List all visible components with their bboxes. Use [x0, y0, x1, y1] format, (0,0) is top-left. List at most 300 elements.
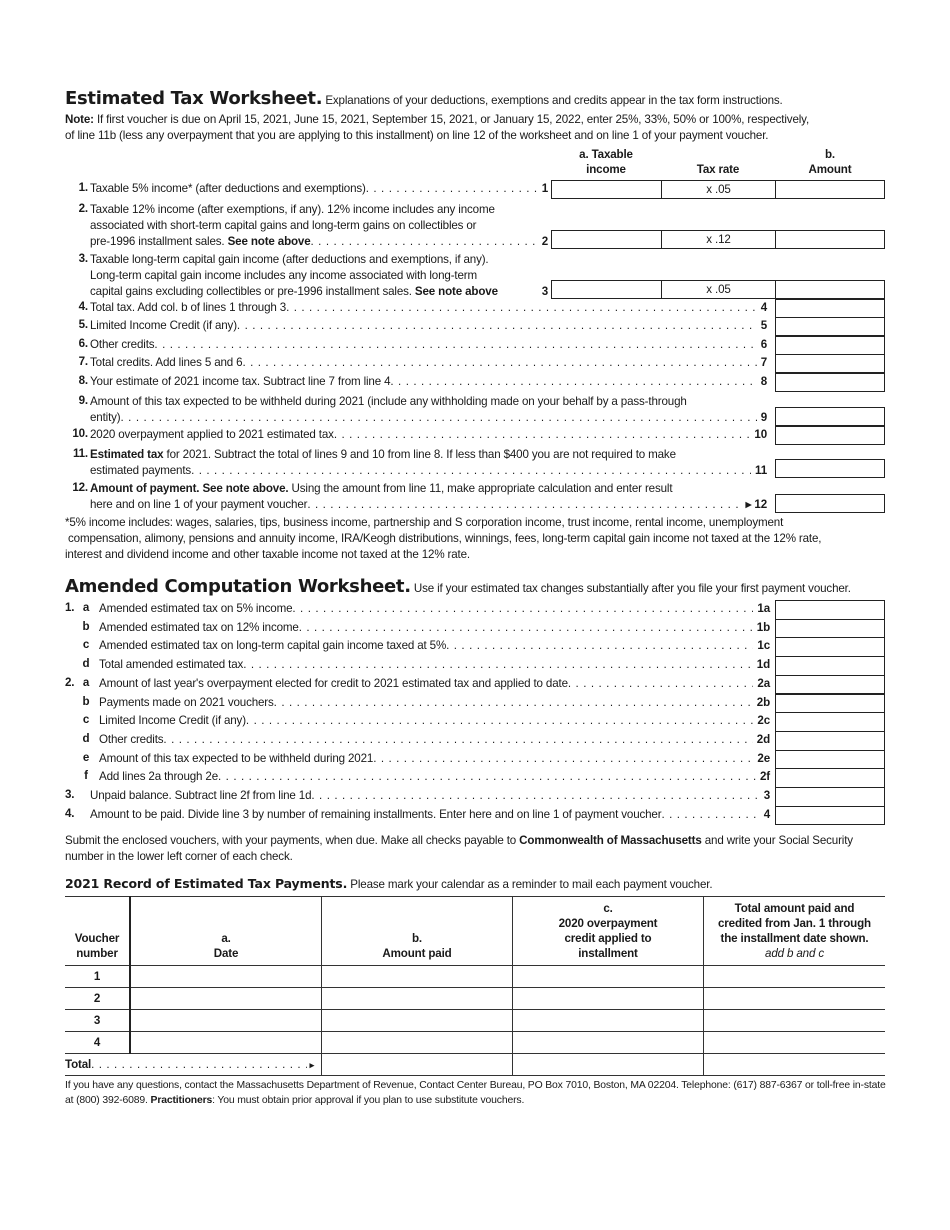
line-text	[90, 181, 548, 197]
footnote-line: *5% income includes: wages, salaries, tips, business income, partnership and S corporation income, trust income, rental income, unemployment	[65, 516, 784, 529]
spacer	[498, 284, 538, 300]
text-segment: for 2021. Subtract the total of lines 9 and 10 from line 8. If less than $400 you are not required to make	[163, 448, 676, 461]
voucher-number: 1	[65, 966, 130, 988]
text-line	[90, 410, 767, 426]
line-reference: 1	[541, 182, 548, 195]
line-text	[99, 732, 770, 748]
amended-amount-field[interactable]	[775, 731, 885, 751]
line-number: 8.	[78, 374, 88, 387]
line-letter: d	[82, 657, 90, 671]
header-text: number	[76, 947, 118, 960]
practitioners-label: Practitioners	[150, 1095, 213, 1106]
text-content	[90, 427, 334, 443]
line-reference: 2d	[756, 732, 770, 746]
dot-leader	[661, 807, 759, 823]
amended-worksheet-subtitle: Use if your estimated tax changes substantially after you file your first payment voucher.	[413, 582, 851, 595]
dot-leader	[274, 695, 753, 711]
line-reference: 6	[760, 338, 767, 351]
amended-line	[65, 713, 770, 731]
line-reference: 1c	[757, 639, 770, 653]
line-letter: b	[82, 694, 90, 708]
line-number: 1.	[65, 601, 75, 614]
amended-line	[65, 638, 770, 656]
line-text	[90, 202, 548, 250]
header-amount-paid	[322, 897, 513, 966]
line-letter: c	[82, 713, 90, 727]
text-line	[90, 234, 548, 250]
dot-leader	[311, 234, 538, 250]
text-segment: See note above	[414, 285, 498, 298]
text-line	[90, 218, 548, 234]
text-line	[90, 252, 548, 268]
record-subtitle: Please mark your calendar as a reminder to mail each payment voucher.	[350, 878, 713, 891]
column-b-header-line: Amount	[808, 163, 852, 176]
line-text	[90, 337, 767, 353]
amended-amount-field[interactable]	[775, 637, 885, 657]
line-text	[90, 374, 767, 390]
line-reference: 2a	[757, 676, 770, 690]
date-field[interactable]	[130, 988, 322, 1010]
text-line	[90, 318, 767, 334]
text-content	[90, 463, 191, 479]
text-content	[90, 203, 495, 216]
text-line	[90, 337, 767, 353]
line-text	[90, 447, 767, 479]
line-number: 5.	[78, 318, 88, 331]
voucher-number: 3	[65, 1010, 130, 1032]
text-line	[90, 202, 548, 218]
line-text	[90, 318, 767, 334]
tax-rate-value: x .05	[706, 183, 731, 196]
note-line-1: If first voucher is due on April 15, 2021, June 15, 2021, September 15, 2021, or January 15, 2022, enter 25%, 33%, 50% or 100%, respectively,	[96, 113, 810, 126]
text-content: Amount of last year's overpayment elected for credit to 2021 estimated tax and applied to date	[99, 676, 568, 690]
estimated-worksheet-title: Estimated Tax Worksheet.	[65, 88, 323, 109]
line-number: 10.	[72, 427, 88, 440]
overpayment-credit-field[interactable]	[513, 966, 704, 988]
line-letter: e	[82, 750, 90, 764]
line-text	[99, 695, 770, 711]
dot-leader	[366, 181, 538, 197]
line-text	[90, 300, 767, 316]
tax-rate-cell	[661, 180, 776, 199]
text-segment: Total credits. Add lines 5 and 6	[90, 356, 243, 369]
text-content	[90, 374, 390, 390]
amended-amount-field[interactable]	[775, 675, 885, 695]
note-label: Note:	[65, 113, 94, 126]
amended-worksheet-heading	[65, 576, 851, 597]
text-segment: pre-1996 installment sales.	[90, 235, 228, 248]
header-text: Total amount paid and	[734, 902, 855, 915]
amended-amount-field[interactable]	[775, 656, 885, 676]
text-segment: Long-term capital gain income includes any income associated with long-term	[90, 269, 478, 282]
total-paid-field[interactable]	[704, 1054, 886, 1076]
dot-leader	[163, 732, 752, 748]
dot-leader	[299, 620, 753, 636]
amended-amount-field[interactable]	[775, 694, 885, 714]
line-number: 2.	[65, 675, 75, 689]
line-number: 4.	[65, 806, 75, 820]
text-line	[90, 394, 767, 410]
line-text	[90, 481, 767, 513]
text-content	[90, 181, 366, 197]
total-paid-field[interactable]	[704, 1010, 886, 1032]
amended-line	[65, 769, 770, 787]
date-field[interactable]	[130, 1010, 322, 1032]
line-number: 2.	[78, 202, 88, 215]
tax-rate-header: Tax rate	[696, 163, 740, 176]
table-row	[65, 1032, 885, 1054]
header-voucher-number	[65, 897, 130, 966]
overpayment-credit-field[interactable]	[513, 1010, 704, 1032]
text-line	[90, 427, 767, 443]
text-content	[90, 448, 676, 461]
amount-paid-field[interactable]	[322, 966, 513, 988]
text-content	[90, 269, 477, 282]
line-number: 9.	[78, 394, 88, 407]
dot-leader	[390, 374, 756, 390]
line-letter: c	[82, 638, 90, 652]
header-text: Date	[213, 947, 239, 960]
line-text	[99, 601, 770, 617]
amended-line	[65, 788, 770, 806]
tax-rate-cell	[661, 230, 776, 249]
estimated-worksheet-heading	[65, 88, 783, 109]
header-text: b.	[411, 932, 422, 945]
dot-leader	[191, 463, 751, 479]
amount-field[interactable]	[775, 280, 885, 299]
date-field[interactable]	[130, 1032, 322, 1054]
text-content	[90, 234, 311, 250]
record-heading	[65, 876, 712, 891]
amount-field[interactable]	[775, 336, 885, 355]
date-field[interactable]	[130, 966, 322, 988]
amended-line	[65, 807, 770, 825]
submit-instructions	[65, 833, 885, 865]
footnote-line: compensation, alimony, pensions and annuity income, IRA/Keogh distributions, winnings, fees, long-term capital gain income not taxed at the 12% rate,	[68, 532, 822, 545]
line-text	[90, 355, 767, 371]
amount-field[interactable]	[775, 317, 885, 336]
line-number: 11.	[72, 447, 88, 460]
amended-amount-field[interactable]	[775, 712, 885, 732]
line-text	[99, 620, 770, 636]
column-b-header-line: b.	[824, 148, 835, 161]
text-content	[90, 253, 489, 266]
text-content	[90, 497, 307, 513]
text-content: Unpaid balance. Subtract line 2f from line 1d	[90, 789, 312, 802]
header-total-paid	[704, 897, 886, 966]
header-text: credit applied to	[564, 932, 652, 945]
dot-leader	[311, 788, 759, 804]
footnote	[65, 515, 821, 563]
line-number: 6.	[78, 337, 88, 350]
line-reference: 9	[760, 411, 767, 424]
text-content	[90, 318, 237, 334]
header-date	[130, 897, 322, 966]
amount-field[interactable]	[775, 180, 885, 199]
dot-leader	[292, 601, 753, 617]
header-text: c.	[603, 902, 613, 915]
text-segment: entity)	[90, 411, 121, 424]
amended-amount-field[interactable]	[775, 600, 885, 620]
text-content	[90, 355, 242, 371]
amended-line	[65, 676, 770, 694]
amended-amount-field[interactable]	[775, 750, 885, 770]
line-letter: f	[84, 769, 88, 783]
taxable-income-field[interactable]	[551, 230, 662, 249]
contact-footer	[65, 1078, 890, 1108]
dot-leader	[446, 638, 753, 654]
total-paid-field[interactable]	[704, 1032, 886, 1054]
amended-line	[65, 601, 770, 619]
header-text: add b and c	[765, 947, 824, 960]
dot-leader	[218, 769, 756, 785]
dot-leader	[246, 713, 753, 729]
line-text	[90, 394, 767, 426]
text-line	[90, 268, 548, 284]
line-text	[99, 676, 770, 692]
text-content	[90, 482, 672, 495]
text-segment: Total tax. Add col. b of lines 1 through 3	[90, 301, 287, 314]
practitioners-text: : You must obtain prior approval if you plan to use substitute vouchers.	[212, 1095, 525, 1106]
line-text	[99, 769, 770, 785]
amount-field[interactable]	[775, 459, 885, 478]
header-text: Amount paid	[382, 947, 452, 960]
line-reference: 4	[760, 301, 767, 314]
amended-worksheet-title: Amended Computation Worksheet.	[65, 576, 411, 597]
text-content: Amount of this tax expected to be withheld during 2021	[99, 751, 374, 765]
text-content: Amended estimated tax on 12% income	[99, 620, 299, 634]
voucher-number: 2	[65, 988, 130, 1010]
overpayment-credit-field[interactable]	[513, 1032, 704, 1054]
overpayment-credit-field[interactable]	[513, 988, 704, 1010]
line-reference: 8	[760, 375, 767, 388]
arrow-icon: ▸	[309, 1059, 314, 1070]
text-line	[90, 463, 767, 479]
total-paid-field[interactable]	[704, 988, 886, 1010]
table-row	[65, 988, 885, 1010]
line-reference: 7	[760, 356, 767, 369]
line-reference: 1b	[756, 620, 770, 634]
amount-paid-field[interactable]	[322, 1010, 513, 1032]
line-reference: 11	[755, 464, 767, 477]
text-content	[90, 395, 687, 408]
line-reference: 1d	[756, 658, 770, 672]
line-letter: a	[82, 601, 90, 614]
amount-field[interactable]	[775, 494, 885, 513]
taxable-income-field[interactable]	[551, 180, 662, 199]
total-row	[65, 1054, 885, 1076]
amount-field[interactable]	[775, 354, 885, 373]
text-segment: Amount of payment. See note above.	[90, 482, 289, 495]
text-line	[90, 300, 767, 316]
amount-paid-field[interactable]	[322, 1032, 513, 1054]
text-segment: here and on line 1 of your payment voucher	[90, 498, 308, 511]
line-number: 1.	[78, 181, 88, 194]
text-content	[90, 219, 476, 232]
line-text	[99, 713, 770, 729]
line-number: 7.	[78, 355, 88, 368]
line-reference: 5	[760, 319, 767, 332]
line-text	[90, 788, 770, 804]
submit-text: Submit the enclosed vouchers, with your payments, when due. Make all checks payable to	[65, 834, 520, 847]
payment-record-table	[65, 896, 885, 1076]
dot-leader	[334, 427, 751, 443]
submit-text-end: and write your Social Security number in the lower left corner of each check.	[65, 834, 853, 863]
line-reference: 2e	[757, 751, 770, 765]
line-text	[90, 427, 767, 443]
dot-leader	[243, 657, 753, 673]
amended-line	[65, 695, 770, 713]
dot-leader	[154, 337, 756, 353]
total-paid-field[interactable]	[704, 966, 886, 988]
dot-leader	[237, 318, 757, 334]
header-overpayment-credit	[513, 897, 704, 966]
text-line	[90, 355, 767, 371]
text-content	[90, 284, 498, 300]
amount-paid-field[interactable]	[322, 988, 513, 1010]
total-overpayment-field[interactable]	[513, 1054, 704, 1076]
tax-rate-value: x .12	[706, 233, 731, 246]
estimated-note	[65, 112, 809, 144]
dot-leader	[568, 676, 753, 692]
header-text: installment	[578, 947, 638, 960]
record-title: 2021 Record of Estimated Tax Payments.	[65, 876, 348, 891]
total-amount-paid-field[interactable]	[322, 1054, 513, 1076]
text-segment: Taxable 5% income* (after deductions and exemptions)	[90, 182, 366, 195]
column-a-header-line: income	[586, 163, 626, 176]
line-text	[99, 657, 770, 673]
line-number: 4.	[78, 300, 88, 313]
text-segment: estimated payments	[90, 464, 192, 477]
line-reference: 4	[763, 807, 770, 821]
amount-field[interactable]	[775, 407, 885, 426]
amount-field[interactable]	[775, 426, 885, 445]
header-text: Voucher	[74, 932, 120, 945]
text-segment: Your estimate of 2021 income tax. Subtract line 7 from line 4	[90, 375, 391, 388]
amended-amount-field[interactable]	[775, 619, 885, 639]
text-content: Add lines 2a through 2e	[99, 770, 219, 784]
text-segment: capital gains excluding collectibles or pre-1996 installment sales.	[90, 285, 415, 298]
text-content: Limited Income Credit (if any)	[99, 714, 246, 728]
amended-amount-field[interactable]	[775, 768, 885, 788]
column-a-header	[551, 147, 661, 177]
text-content	[90, 337, 154, 353]
text-segment: 2020 overpayment applied to 2021 estimated tax	[90, 428, 334, 441]
line-letter: a	[82, 675, 90, 689]
text-content: Payments made on 2021 vouchers	[99, 695, 274, 709]
total-label-cell	[65, 1054, 322, 1076]
header-text: credited from Jan. 1 through	[718, 917, 871, 930]
amended-amount-field[interactable]	[775, 787, 885, 807]
text-line	[90, 447, 767, 463]
line-reference: 3	[541, 285, 548, 298]
text-segment: associated with short-term capital gains and long-term gains on collectibles or	[90, 219, 477, 232]
header-text: 2020 overpayment	[558, 917, 658, 930]
text-content	[90, 300, 286, 316]
voucher-number: 4	[65, 1032, 130, 1054]
line-reference: 2	[541, 235, 548, 248]
line-number: 12.	[72, 481, 88, 494]
amount-field[interactable]	[775, 230, 885, 249]
text-segment: Using the amount from line 11, make appropriate calculation and enter result	[288, 482, 673, 495]
line-reference: 2f	[759, 770, 770, 784]
line-reference: 2c	[757, 714, 770, 728]
text-line	[90, 284, 548, 300]
line-number: 3.	[65, 788, 75, 801]
amended-line	[65, 732, 770, 750]
footnote-line: interest and dividend income and other taxable income not taxed at the 12% rate.	[65, 548, 470, 561]
text-segment: Amount of this tax expected to be withheld during 2021 (include any withholding made on your behalf by a pass-through	[90, 395, 687, 408]
text-content: Amended estimated tax on long-term capital gain income taxed at 5%	[99, 639, 447, 653]
header-text: a.	[221, 932, 231, 945]
text-line	[90, 374, 767, 390]
line-reference: ▸ 12	[745, 498, 767, 511]
table-header-row	[65, 897, 885, 966]
line-letter: b	[82, 619, 90, 633]
tax-rate-value: x .05	[706, 283, 731, 296]
dot-leader	[307, 497, 741, 513]
amended-line	[65, 620, 770, 638]
text-segment: Taxable 12% income (after exemptions, if any). 12% income includes any income	[90, 203, 495, 216]
amended-line	[65, 751, 770, 769]
line-reference: 3	[763, 789, 770, 802]
contact-text: If you have any questions, contact the Massachusetts Department of Revenue, Contact Center Bureau, PO Box 7010, Boston, MA 02204. Telephone: (617) 887-6367 or toll-free in-state at (800) 392-6089.	[65, 1080, 886, 1106]
text-segment: Other credits	[90, 338, 155, 351]
text-segment: Limited Income Credit (if any)	[90, 319, 237, 332]
line-text	[99, 638, 770, 654]
line-text	[90, 807, 770, 823]
amended-amount-field[interactable]	[775, 806, 885, 826]
amended-line	[65, 657, 770, 675]
line-text	[99, 751, 770, 767]
line-reference: 1a	[757, 602, 770, 615]
column-b-header	[775, 147, 885, 177]
line-text	[90, 252, 548, 300]
text-content: Total amended estimated tax	[99, 658, 244, 672]
table-row	[65, 966, 885, 988]
line-number: 3.	[78, 252, 88, 265]
tax-rate-cell	[661, 280, 776, 299]
text-content	[90, 410, 121, 426]
text-segment: Estimated tax	[90, 448, 164, 461]
text-segment: See note above	[227, 235, 311, 248]
amount-field[interactable]	[775, 373, 885, 392]
text-content: Other credits	[99, 732, 164, 746]
estimated-worksheet-subtitle: Explanations of your deductions, exemptions and credits appear in the tax form instructions.	[325, 94, 783, 107]
text-content: Amount to be paid. Divide line 3 by number of remaining installments. Enter here and on line 1 of payment voucher	[90, 807, 662, 821]
header-text: the installment date shown.	[720, 932, 869, 945]
dot-leader	[373, 751, 753, 767]
total-label: Total	[65, 1057, 92, 1071]
taxable-income-field[interactable]	[551, 280, 662, 299]
line-letter: d	[82, 731, 90, 745]
text-line	[90, 497, 767, 513]
table-row	[65, 1010, 885, 1032]
note-line-2: of line 11b (less any overpayment that you are applying to this installment) on line 12 of the worksheet and on line 1 of your payment voucher.	[65, 129, 769, 142]
line-reference: 2b	[756, 695, 770, 709]
text-content: Amended estimated tax on 5% income	[99, 602, 293, 615]
column-a-header-line: a. Taxable	[579, 148, 633, 161]
dot-leader	[121, 410, 757, 426]
amount-field[interactable]	[775, 299, 885, 318]
text-line	[90, 481, 767, 497]
text-line	[90, 181, 548, 197]
text-segment: Taxable long-term capital gain income (after deductions and exemptions, if any).	[90, 253, 489, 266]
dot-leader	[286, 300, 757, 316]
line-reference: 10	[754, 428, 767, 441]
dot-leader	[242, 355, 756, 371]
payee-name: Commonwealth of Massachusetts	[519, 834, 702, 847]
